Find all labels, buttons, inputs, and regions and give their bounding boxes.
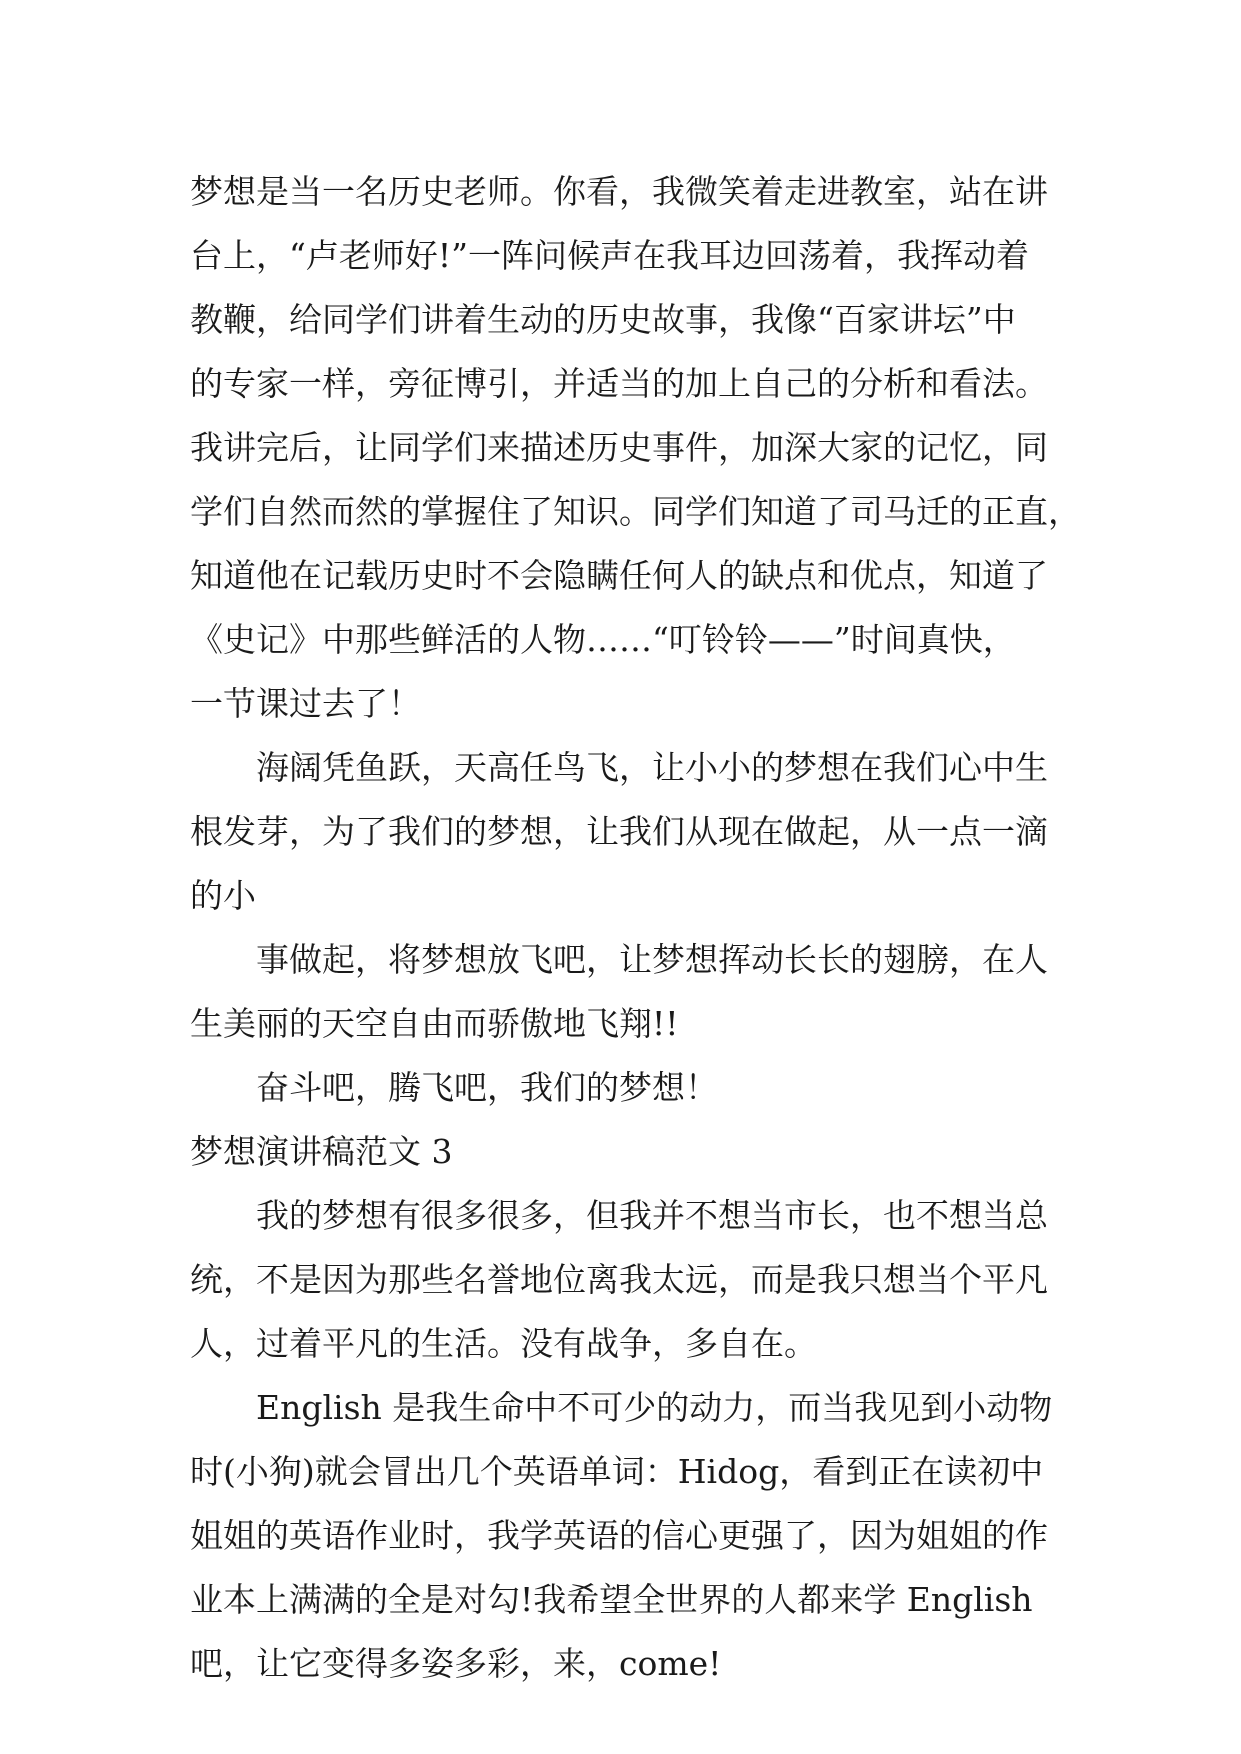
text-line: 梦想是当一名历史老师。你看，我微笑着走进教室，站在讲 [190,172,1048,211]
text-line: 台上，“卢老师好!”一阵问候声在我耳边回荡着，我挥动着 [190,236,1030,275]
text-line: 《史记》中那些鲜活的人物……“叮铃铃——”时间真快， [190,620,1016,659]
text-line: 吧，让它变得多姿多彩，来，come! [190,1644,722,1683]
text-line: 知道他在记载历史时不会隐瞒任何人的缺点和优点，知道了 [190,556,1048,595]
paragraph-start-line: 奋斗吧，腾飞吧，我们的梦想！ [256,1068,718,1107]
text-line: 我讲完后，让同学们来描述历史事件，加深大家的记忆，同 [190,428,1048,467]
text-line: 生美丽的天空自由而骄傲地飞翔!! [190,1004,679,1043]
text-line: 根发芽，为了我们的梦想，让我们从现在做起，从一点一滴 [190,812,1048,851]
text-line: 教鞭，给同学们讲着生动的历史故事，我像“百家讲坛”中 [190,300,1016,339]
text-line: 统，不是因为那些名誉地位离我太远，而是我只想当个平凡 [190,1260,1048,1299]
paragraph-start-line: English 是我生命中不可少的动力，而当我见到小动物 [256,1388,1053,1427]
text-line: 的专家一样，旁征博引，并适当的加上自己的分析和看法。 [190,364,1048,403]
text-line: 时(小狗)就会冒出几个英语单词：Hidog，看到正在读初中 [190,1452,1044,1491]
text-line: 的小 [190,876,256,915]
text-line: 业本上满满的全是对勾!我希望全世界的人都来学 English [190,1580,1033,1619]
paragraph-start-line: 我的梦想有很多很多，但我并不想当市长，也不想当总 [256,1196,1048,1235]
text-line: 人，过着平凡的生活。没有战争，多自在。 [190,1324,817,1363]
document-body [190,160,1081,1696]
section-heading: 梦想演讲稿范文 3 [190,1132,453,1171]
text-line: 姐姐的英语作业时，我学英语的信心更强了，因为姐姐的作 [190,1516,1048,1555]
text-line: 学们自然而然的掌握住了知识。同学们知道了司马迁的正直， [190,492,1081,531]
paragraph-start-line: 事做起，将梦想放飞吧，让梦想挥动长长的翅膀，在人 [256,940,1048,979]
paragraph-start-line: 海阔凭鱼跃，天高任鸟飞，让小小的梦想在我们心中生 [256,748,1048,787]
text-line: 一节课过去了！ [190,684,421,723]
